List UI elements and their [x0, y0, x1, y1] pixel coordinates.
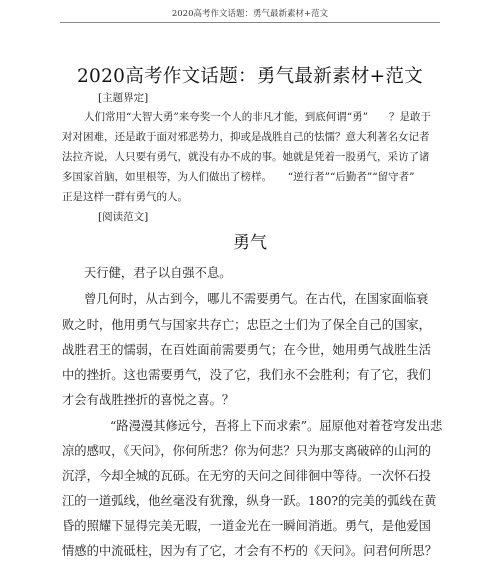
- theme-line: 多国家首脑，如里根等，为人们做出了榜样。 “逆行者”“后勤者”“留守者”: [62, 171, 415, 183]
- essay-line: 沉浮，今却全城的瓦砾。在无穷的天问之间徘徊中等待。一次怀石投: [62, 469, 431, 483]
- theme-line: 正是这样一群有勇气的人。: [62, 191, 188, 203]
- document-title: 2020高考作文话题：勇气最新素材+范文: [76, 66, 424, 87]
- essay-line: 曾几何时，从古到今，哪儿不需要勇气。在古代，在国家面临衰: [84, 292, 429, 306]
- theme-section-tag: [主题界定]: [98, 92, 149, 104]
- essay-line: 天行健，君子以自强不息。: [84, 266, 232, 280]
- essay-line: 昏的照耀下显得完美无暇，一道金光在一瞬间消逝。勇气，是他爱国: [62, 519, 431, 533]
- reading-section-tag: [阅读范文]: [98, 211, 149, 223]
- essay-line: 江的一道弧线，他丝毫没有犹豫，纵身一跃。180?的完美的弧线在黄: [62, 494, 437, 508]
- header-divider: [60, 22, 440, 23]
- theme-line: 法拉齐说，人只要有勇气，就没有办不成的事。她就是凭着一股勇气，采访了诸: [62, 151, 430, 163]
- essay-title: 勇气: [233, 233, 267, 253]
- essay-line: 才会有战胜挫折的喜悦之喜。？: [62, 393, 235, 407]
- theme-line: 人们常用“大智大勇”来夸奖一个人的非凡才能，到底何谓“勇” ？是敢于: [84, 111, 431, 123]
- essay-line: 败之时，他用勇气与国家共存亡；忠臣之士们为了保全自己的国家，: [62, 318, 431, 332]
- running-header: 2020高考作文话题：勇气最新素材+范文: [171, 9, 329, 19]
- essay-line: 中的挫折。这也需要勇气，没了它，我们永不会胜利；有了它，我们: [62, 368, 431, 382]
- essay-line: “路漫漫其修远兮，吾将上下而求索”。屈原他对着苍穹发出悲: [110, 419, 443, 433]
- essay-line: 凉的感叹，《天问》，你何所悲？你为何悲？只为那支离破碎的山河的: [62, 444, 431, 458]
- essay-line: 情感的中流砥柱，因为有了它，才会有不朽的《天问》。问君何所思？: [62, 544, 438, 558]
- theme-line: 对对困难，还是敢于面对邪恶势力，抑或是战胜自己的怯懦？意大利著名女记者: [62, 131, 430, 143]
- essay-line: 战胜君王的懦弱，在百姓面前需要勇气；在今世，她用勇气战胜生活: [62, 343, 431, 357]
